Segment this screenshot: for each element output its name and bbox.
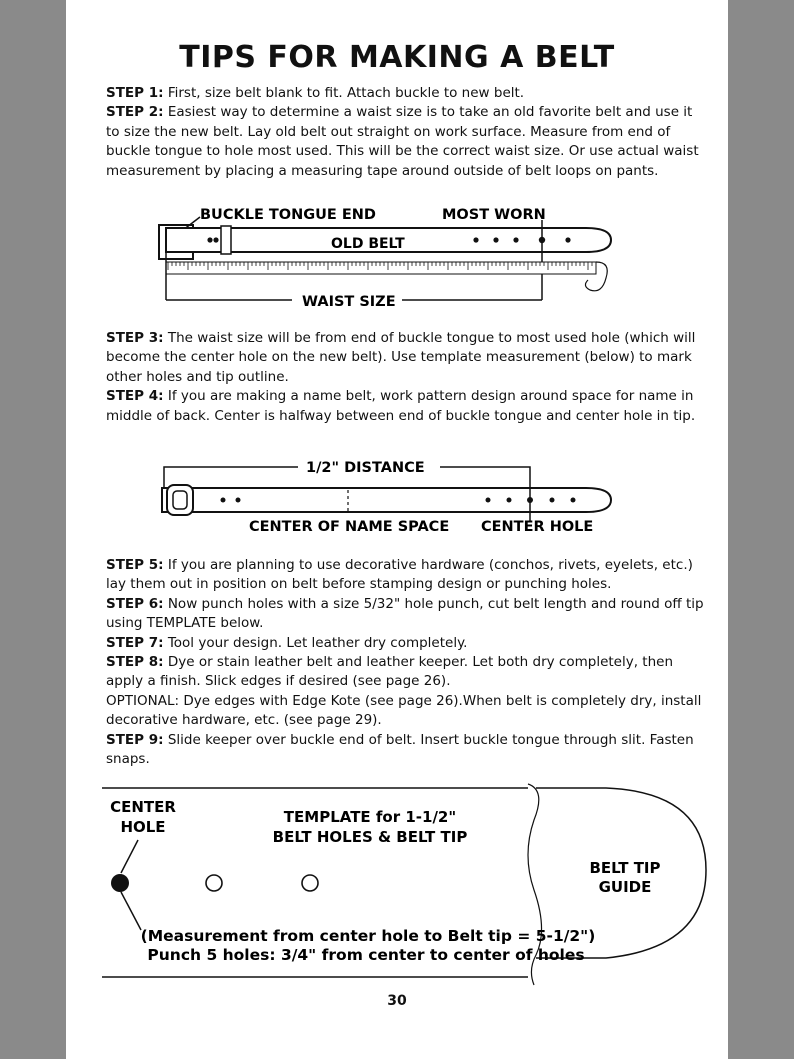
punch-note: Punch 5 holes: 3/4" from center to center of holes: [147, 946, 585, 964]
buckle-tongue-end-label: BUCKLE TONGUE END: [200, 207, 376, 223]
template-center-hole: [111, 874, 129, 892]
template-heading-line2: BELT HOLES & BELT TIP: [272, 828, 468, 846]
step-6: STEP 6: Now punch holes with a size 5/32" hole punch, cut belt length and round off tip using TEMPLATE below.: [106, 595, 704, 632]
steps-3-4: [106, 329, 706, 426]
center-hole-label: CENTER HOLE: [481, 519, 594, 535]
step-5: STEP 5: If you are planning to use decorative hardware (conchos, rivets, eyelets, etc.) lay them out in position on belt before stamping design or punching holes.: [106, 557, 693, 593]
belt-template: [66, 770, 728, 990]
measuring-tape: [166, 262, 596, 274]
document-page: [66, 0, 728, 1059]
step-1: STEP 1: First, size belt blank to fit. Attach buckle to new belt.: [106, 85, 525, 101]
belt-hole: [213, 237, 218, 242]
name-belt-strap: [162, 488, 611, 512]
belt-hole: [221, 498, 226, 503]
belt-hole: [236, 498, 241, 503]
tip-guide-line1: BELT TIP: [589, 859, 661, 877]
steps-5-9: [106, 556, 706, 769]
step-4: STEP 4: If you are making a name belt, work pattern design around space for name in middle of back. Center is halfway between end of buckle tongue and center hole in tip.: [106, 388, 696, 424]
most-worn-label: MOST WORN: [442, 207, 546, 223]
page-number: 30: [387, 993, 407, 1009]
belt-hole: [493, 237, 498, 242]
step-3: STEP 3: The waist size will be from end of buckle tongue to most used hole (which will become the center hole on the new belt). Use template measurement (below) to mark other holes and tip outline.: [106, 330, 696, 385]
center-label-line2: HOLE: [120, 818, 166, 836]
step-8: STEP 8: Dye or stain leather belt and leather keeper. Let both dry completely, then apply a finish. Slick edges if desired (see page 26).: [106, 654, 674, 690]
step-2: STEP 2: Easiest way to determine a waist size is to take an old favorite belt and use it to size the new belt. Lay old belt out straight on work surface. Measure from end of buckle tongue to hole most used. This will be the correct waist size. Or use actual waist measurement by placing a measuring tape around outside of belt loops on pants.: [106, 104, 699, 179]
template-hole: [206, 875, 222, 891]
distance-line-right: [440, 467, 530, 488]
old-belt-label: OLD BELT: [331, 236, 405, 252]
steps-1-2: [106, 84, 706, 181]
belt-hole: [550, 498, 555, 503]
template-hole: [302, 875, 318, 891]
belt-hole: [473, 237, 478, 242]
belt-keeper: [221, 226, 231, 254]
old-belt-diagram: [66, 200, 728, 320]
buckle-icon: [167, 485, 193, 515]
belt-hole: [486, 498, 491, 503]
step-9: STEP 9: Slide keeper over buckle end of belt. Insert buckle tongue through slit. Fasten snaps.: [106, 731, 694, 768]
belt-hole: [513, 237, 518, 242]
center-label-line1: CENTER: [110, 798, 176, 816]
page-title: TIPS FOR MAKING A BELT: [179, 40, 615, 75]
center-hole-pointer-up: [121, 840, 138, 873]
belt-hole: [565, 237, 570, 242]
template-heading-line1: TEMPLATE for 1-1/2": [283, 808, 457, 826]
distance-label: 1/2" DISTANCE: [306, 460, 425, 476]
center-hole-pointer-down: [121, 892, 141, 930]
belt-hole: [507, 498, 512, 503]
center-name-space-label: CENTER OF NAME SPACE: [249, 519, 450, 535]
tip-guide-line2: GUIDE: [598, 878, 652, 896]
step-7: STEP 7: Tool your design. Let leather dry completely.: [106, 634, 468, 651]
belt-hole: [207, 237, 212, 242]
optional-note: OPTIONAL: Dye edges with Edge Kote (see page 26).When belt is completely dry, install decorative hardware, etc. (see page 29).: [106, 692, 702, 729]
measurement-note: (Measurement from center hole to Belt tip = 5-1/2"): [140, 927, 596, 945]
name-belt-diagram: [66, 452, 728, 542]
belt-hole: [571, 498, 576, 503]
waist-size-label: WAIST SIZE: [302, 294, 396, 310]
